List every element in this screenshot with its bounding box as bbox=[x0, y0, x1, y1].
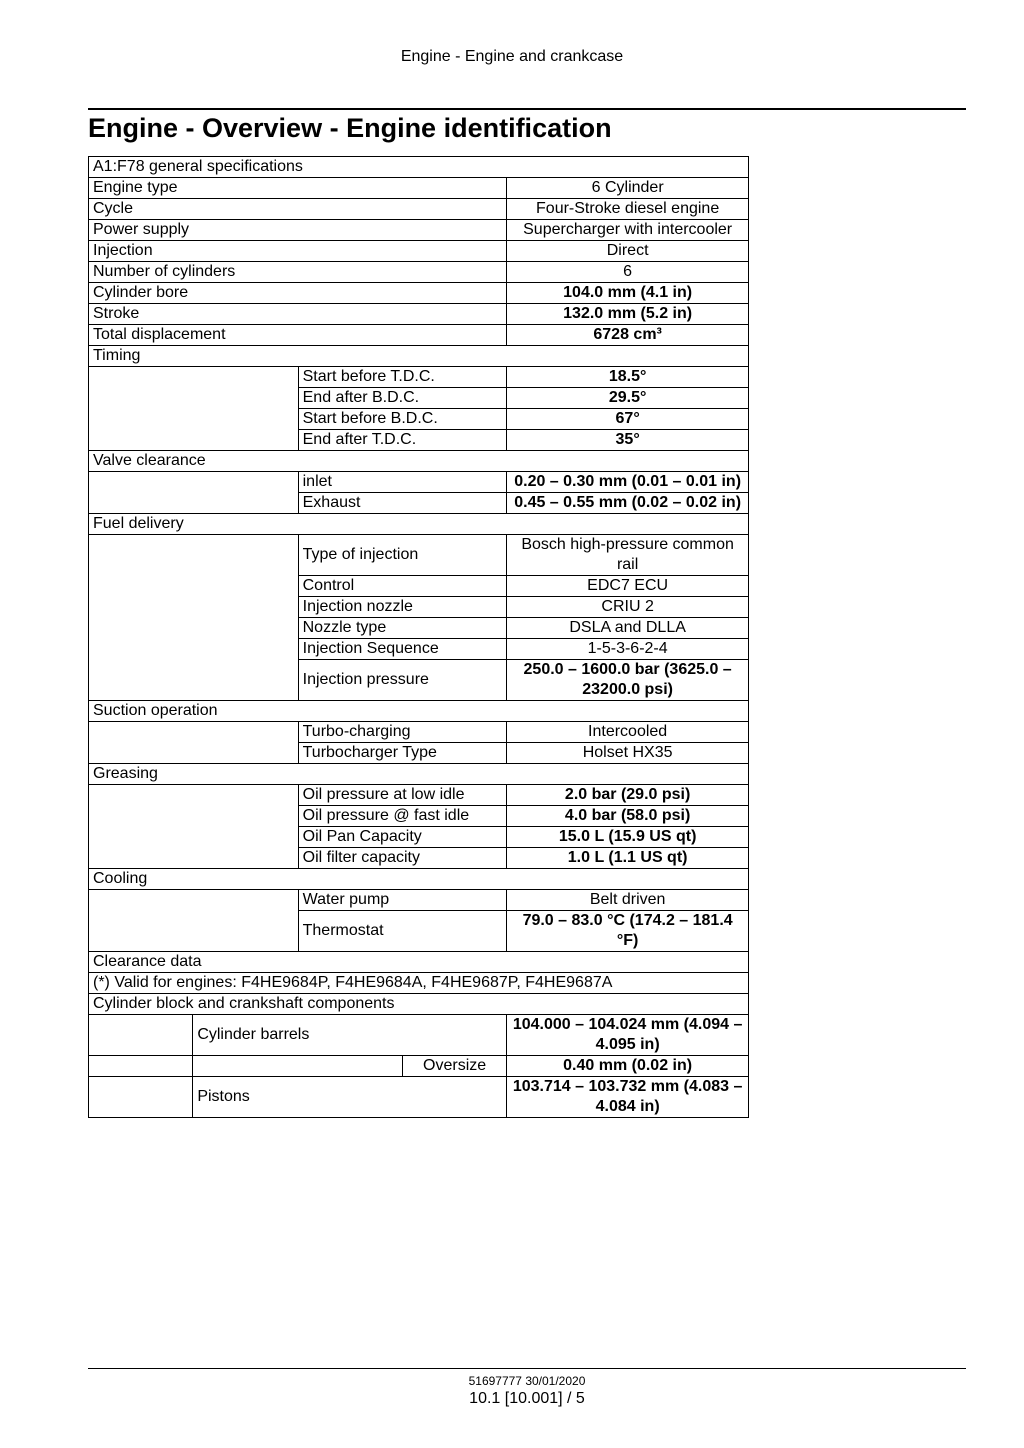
table-row bbox=[89, 304, 749, 325]
table-row bbox=[89, 514, 749, 535]
spec-value: Supercharger with intercooler bbox=[507, 220, 749, 241]
section-heading: Cooling bbox=[89, 869, 749, 890]
section-heading: Timing bbox=[89, 346, 749, 367]
header-rule bbox=[88, 108, 966, 110]
section-heading: Clearance data bbox=[89, 952, 749, 973]
spec-label: Injection pressure bbox=[298, 660, 507, 701]
indent-cell bbox=[89, 722, 299, 764]
indent-cell bbox=[89, 472, 299, 514]
spec-value: 1-5-3-6-2-4 bbox=[507, 639, 749, 660]
spec-label: End after B.D.C. bbox=[298, 388, 507, 409]
table-row bbox=[89, 890, 749, 911]
engine-spec-table bbox=[88, 156, 749, 1118]
spec-value: 29.5° bbox=[507, 388, 749, 409]
table-row bbox=[89, 178, 749, 199]
table-row bbox=[89, 535, 749, 576]
spec-label: Engine type bbox=[89, 178, 507, 199]
spec-value: 132.0 mm (5.2 in) bbox=[507, 304, 749, 325]
spec-value: 18.5° bbox=[507, 367, 749, 388]
table-row bbox=[89, 241, 749, 262]
spec-label: Thermostat bbox=[298, 911, 507, 952]
section-heading: Suction operation bbox=[89, 701, 749, 722]
spec-label: Control bbox=[298, 576, 507, 597]
spec-label: Injection bbox=[89, 241, 507, 262]
footer-rule bbox=[88, 1368, 966, 1369]
spec-label: Injection nozzle bbox=[298, 597, 507, 618]
spec-label: Type of injection bbox=[298, 535, 507, 576]
table-row bbox=[89, 1015, 749, 1056]
spec-value: Intercooled bbox=[507, 722, 749, 743]
table-row bbox=[89, 346, 749, 367]
table-row bbox=[89, 785, 749, 806]
table-row bbox=[89, 283, 749, 304]
spec-value: 6 Cylinder bbox=[507, 178, 749, 199]
spec-label: Nozzle type bbox=[298, 618, 507, 639]
spec-label: Start before T.D.C. bbox=[298, 367, 507, 388]
spec-label: Turbo-charging bbox=[298, 722, 507, 743]
table-row bbox=[89, 973, 749, 994]
spec-value: 1.0 L (1.1 US qt) bbox=[507, 848, 749, 869]
section-heading: A1:F78 general specifications bbox=[89, 157, 749, 178]
table-row bbox=[89, 451, 749, 472]
spec-value: CRIU 2 bbox=[507, 597, 749, 618]
spec-value: 4.0 bar (58.0 psi) bbox=[507, 806, 749, 827]
page-title: Engine - Overview - Engine identification bbox=[88, 113, 612, 143]
indent-cell bbox=[89, 535, 299, 701]
table-row bbox=[89, 1077, 749, 1118]
spec-label: Water pump bbox=[298, 890, 507, 911]
spec-value: 104.000 – 104.024 mm (4.094 – 4.095 in) bbox=[507, 1015, 749, 1056]
table-row bbox=[89, 1056, 749, 1077]
spec-label: Oil pressure at low idle bbox=[298, 785, 507, 806]
table-row bbox=[89, 262, 749, 283]
table-row bbox=[89, 764, 749, 785]
spec-label: Pistons bbox=[193, 1077, 507, 1118]
spec-label: End after T.D.C. bbox=[298, 430, 507, 451]
spec-value: Direct bbox=[507, 241, 749, 262]
running-header: Engine - Engine and crankcase bbox=[400, 48, 624, 65]
spec-label: Cycle bbox=[89, 199, 507, 220]
table-row bbox=[89, 952, 749, 973]
table-row bbox=[89, 701, 749, 722]
spec-label: Power supply bbox=[89, 220, 507, 241]
spec-label: Injection Sequence bbox=[298, 639, 507, 660]
indent-cell bbox=[89, 890, 299, 952]
spec-value: Holset HX35 bbox=[507, 743, 749, 764]
spec-label: Number of cylinders bbox=[89, 262, 507, 283]
table-row bbox=[89, 199, 749, 220]
table-row bbox=[89, 220, 749, 241]
spec-label: Total displacement bbox=[89, 325, 507, 346]
table-row bbox=[89, 994, 749, 1015]
engine-validity-note: (*) Valid for engines: F4HE9684P, F4HE9684A, F4HE9687P, F4HE9687A bbox=[89, 973, 749, 994]
spec-value: Bosch high-pressure common rail bbox=[507, 535, 749, 576]
spec-label: Cylinder barrels bbox=[193, 1015, 507, 1056]
spec-value: 67° bbox=[507, 409, 749, 430]
spec-value: 6728 cm³ bbox=[507, 325, 749, 346]
indent-cell bbox=[89, 367, 299, 451]
spec-label: Oil filter capacity bbox=[298, 848, 507, 869]
section-heading: Greasing bbox=[89, 764, 749, 785]
spec-value: 2.0 bar (29.0 psi) bbox=[507, 785, 749, 806]
table-row bbox=[89, 722, 749, 743]
spec-value: 104.0 mm (4.1 in) bbox=[507, 283, 749, 304]
spec-label: Cylinder bore bbox=[89, 283, 507, 304]
spec-value: Belt driven bbox=[507, 890, 749, 911]
table-row bbox=[89, 869, 749, 890]
spec-value: 0.20 – 0.30 mm (0.01 – 0.01 in) bbox=[507, 472, 749, 493]
spec-value: 0.45 – 0.55 mm (0.02 – 0.02 in) bbox=[507, 493, 749, 514]
spec-value: 79.0 – 83.0 °C (174.2 – 181.4 °F) bbox=[507, 911, 749, 952]
indent-cell bbox=[89, 785, 299, 869]
spec-value: 250.0 – 1600.0 bar (3625.0 – 23200.0 psi) bbox=[507, 660, 749, 701]
spec-value: Four-Stroke diesel engine bbox=[507, 199, 749, 220]
page-number: 10.1 [10.001] / 5 bbox=[469, 1390, 585, 1407]
section-heading: Fuel delivery bbox=[89, 514, 749, 535]
spec-value: DSLA and DLLA bbox=[507, 618, 749, 639]
spec-label: Exhaust bbox=[298, 493, 507, 514]
spec-label: Oversize bbox=[402, 1056, 506, 1077]
indent-cell bbox=[89, 1077, 193, 1118]
spec-value: EDC7 ECU bbox=[507, 576, 749, 597]
spec-label: Start before B.D.C. bbox=[298, 409, 507, 430]
indent-cell bbox=[89, 1056, 193, 1077]
spec-value: 6 bbox=[507, 262, 749, 283]
spec-label: inlet bbox=[298, 472, 507, 493]
spec-label: Turbocharger Type bbox=[298, 743, 507, 764]
spec-value: 35° bbox=[507, 430, 749, 451]
spec-label: Stroke bbox=[89, 304, 507, 325]
indent-cell bbox=[89, 1015, 193, 1056]
spec-value: 15.0 L (15.9 US qt) bbox=[507, 827, 749, 848]
empty-cell bbox=[193, 1056, 403, 1077]
section-subheading: Cylinder block and crankshaft components bbox=[89, 994, 749, 1015]
table-row bbox=[89, 325, 749, 346]
spec-label: Oil pressure @ fast idle bbox=[298, 806, 507, 827]
section-heading: Valve clearance bbox=[89, 451, 749, 472]
spec-label: Oil Pan Capacity bbox=[298, 827, 507, 848]
table-row bbox=[89, 472, 749, 493]
table-row bbox=[89, 157, 749, 178]
spec-value: 0.40 mm (0.02 in) bbox=[507, 1056, 749, 1077]
document-code: 51697777 30/01/2020 bbox=[468, 1374, 586, 1388]
spec-value: 103.714 – 103.732 mm (4.083 – 4.084 in) bbox=[507, 1077, 749, 1118]
table-row bbox=[89, 367, 749, 388]
